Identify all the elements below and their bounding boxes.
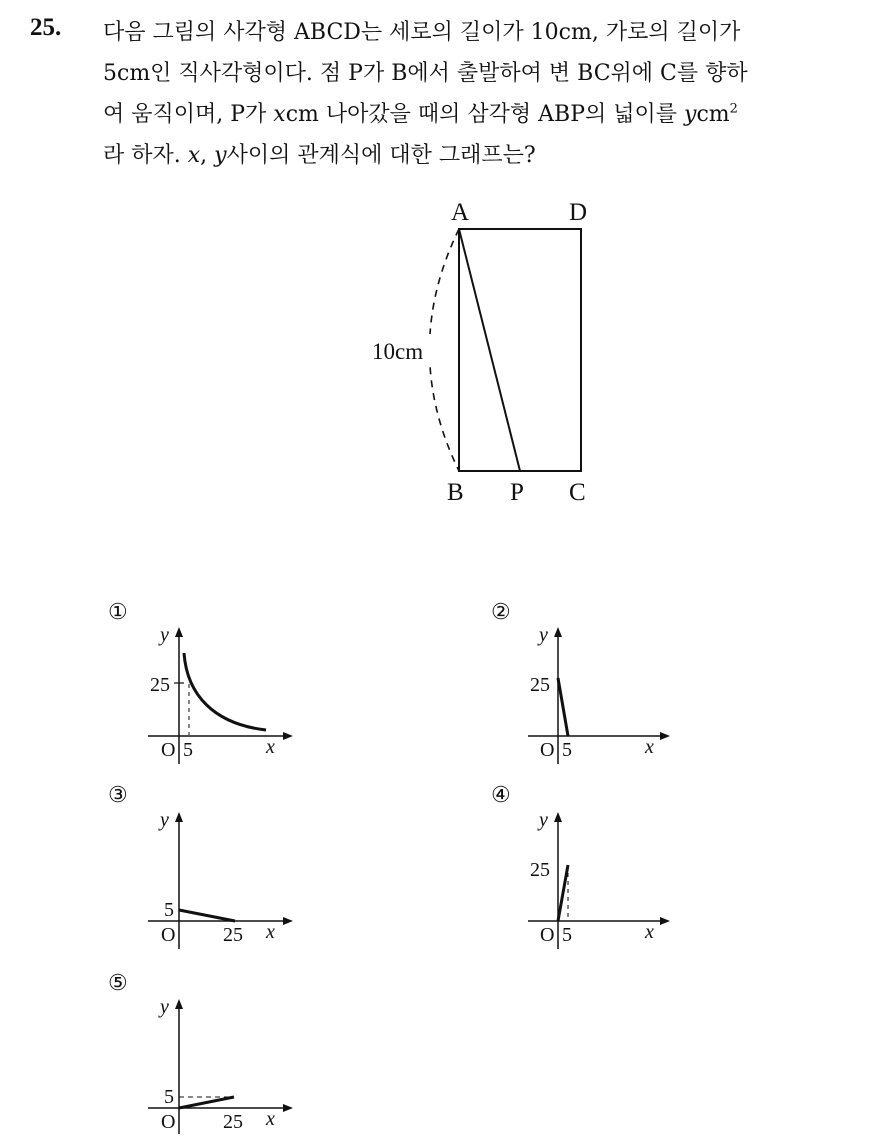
svg-text:y: y: [539, 624, 548, 646]
question-number: 25.: [30, 14, 62, 41]
stem-line-2: 5cm인 직사각형이다. 점 P가 B에서 출발하여 변 BC위에 C를 향하: [103, 61, 748, 86]
vertex-c-label: C: [569, 479, 586, 506]
rectangle-figure: [368, 199, 587, 506]
svg-text:25: 25: [223, 1111, 243, 1133]
option-2-marker: ②: [491, 599, 511, 624]
segment-ap: [459, 229, 520, 471]
option-5-graph: [179, 1097, 234, 1108]
stem-line-4: 라 하자. x, y사이의 관계식에 대한 그래프는?: [103, 143, 536, 168]
option-3: [108, 782, 293, 949]
svg-text:5: 5: [562, 739, 572, 761]
svg-text:25: 25: [150, 674, 170, 696]
stem-line-3: 여 움직이며, P가 xcm 나아갔을 때의 삼각형 ABP의 넓이를 ycm$^2$: [103, 101, 738, 127]
option-2-graph: [558, 678, 568, 736]
svg-text:x: x: [266, 921, 275, 943]
svg-text:O: O: [161, 924, 176, 946]
vertex-d-label: D: [569, 199, 588, 226]
option-5: [108, 970, 293, 1134]
height-label: 10cm: [372, 339, 424, 364]
svg-text:x: x: [266, 736, 275, 758]
vertex-b-label: B: [447, 479, 464, 506]
rectangle-abcd: [459, 229, 581, 471]
option-4: [491, 782, 670, 949]
option-1-marker: ①: [108, 599, 128, 624]
svg-text:y: y: [160, 624, 169, 646]
svg-text:y: y: [160, 809, 169, 831]
svg-text:x: x: [645, 736, 654, 758]
option-3-marker: ③: [108, 782, 128, 807]
svg-text:O: O: [540, 924, 555, 946]
svg-text:25: 25: [223, 924, 243, 946]
svg-text:O: O: [161, 1111, 176, 1133]
option-4-marker: ④: [491, 782, 511, 807]
option-2: [491, 599, 670, 764]
svg-text:O: O: [161, 739, 176, 761]
svg-text:O: O: [540, 739, 555, 761]
vertex-a-label: A: [451, 199, 470, 226]
svg-text:5: 5: [562, 924, 572, 946]
svg-text:x: x: [266, 1108, 275, 1130]
option-3-graph: [179, 910, 235, 921]
svg-text:y: y: [160, 996, 169, 1018]
svg-text:5: 5: [164, 899, 174, 921]
svg-text:y: y: [539, 809, 548, 831]
svg-text:5: 5: [164, 1086, 174, 1108]
vertex-p-label: P: [510, 479, 524, 506]
option-1-graph: [184, 653, 266, 730]
option-4-graph: [558, 865, 568, 921]
svg-text:5: 5: [183, 739, 193, 761]
option-1: [108, 599, 293, 764]
stem-line-1: 다음 그림의 사각형 ABCD는 세로의 길이가 10cm, 가로의 길이가: [103, 20, 741, 45]
svg-text:x: x: [645, 921, 654, 943]
option-5-marker: ⑤: [108, 970, 128, 995]
svg-text:25: 25: [530, 674, 550, 696]
svg-text:25: 25: [530, 859, 550, 881]
